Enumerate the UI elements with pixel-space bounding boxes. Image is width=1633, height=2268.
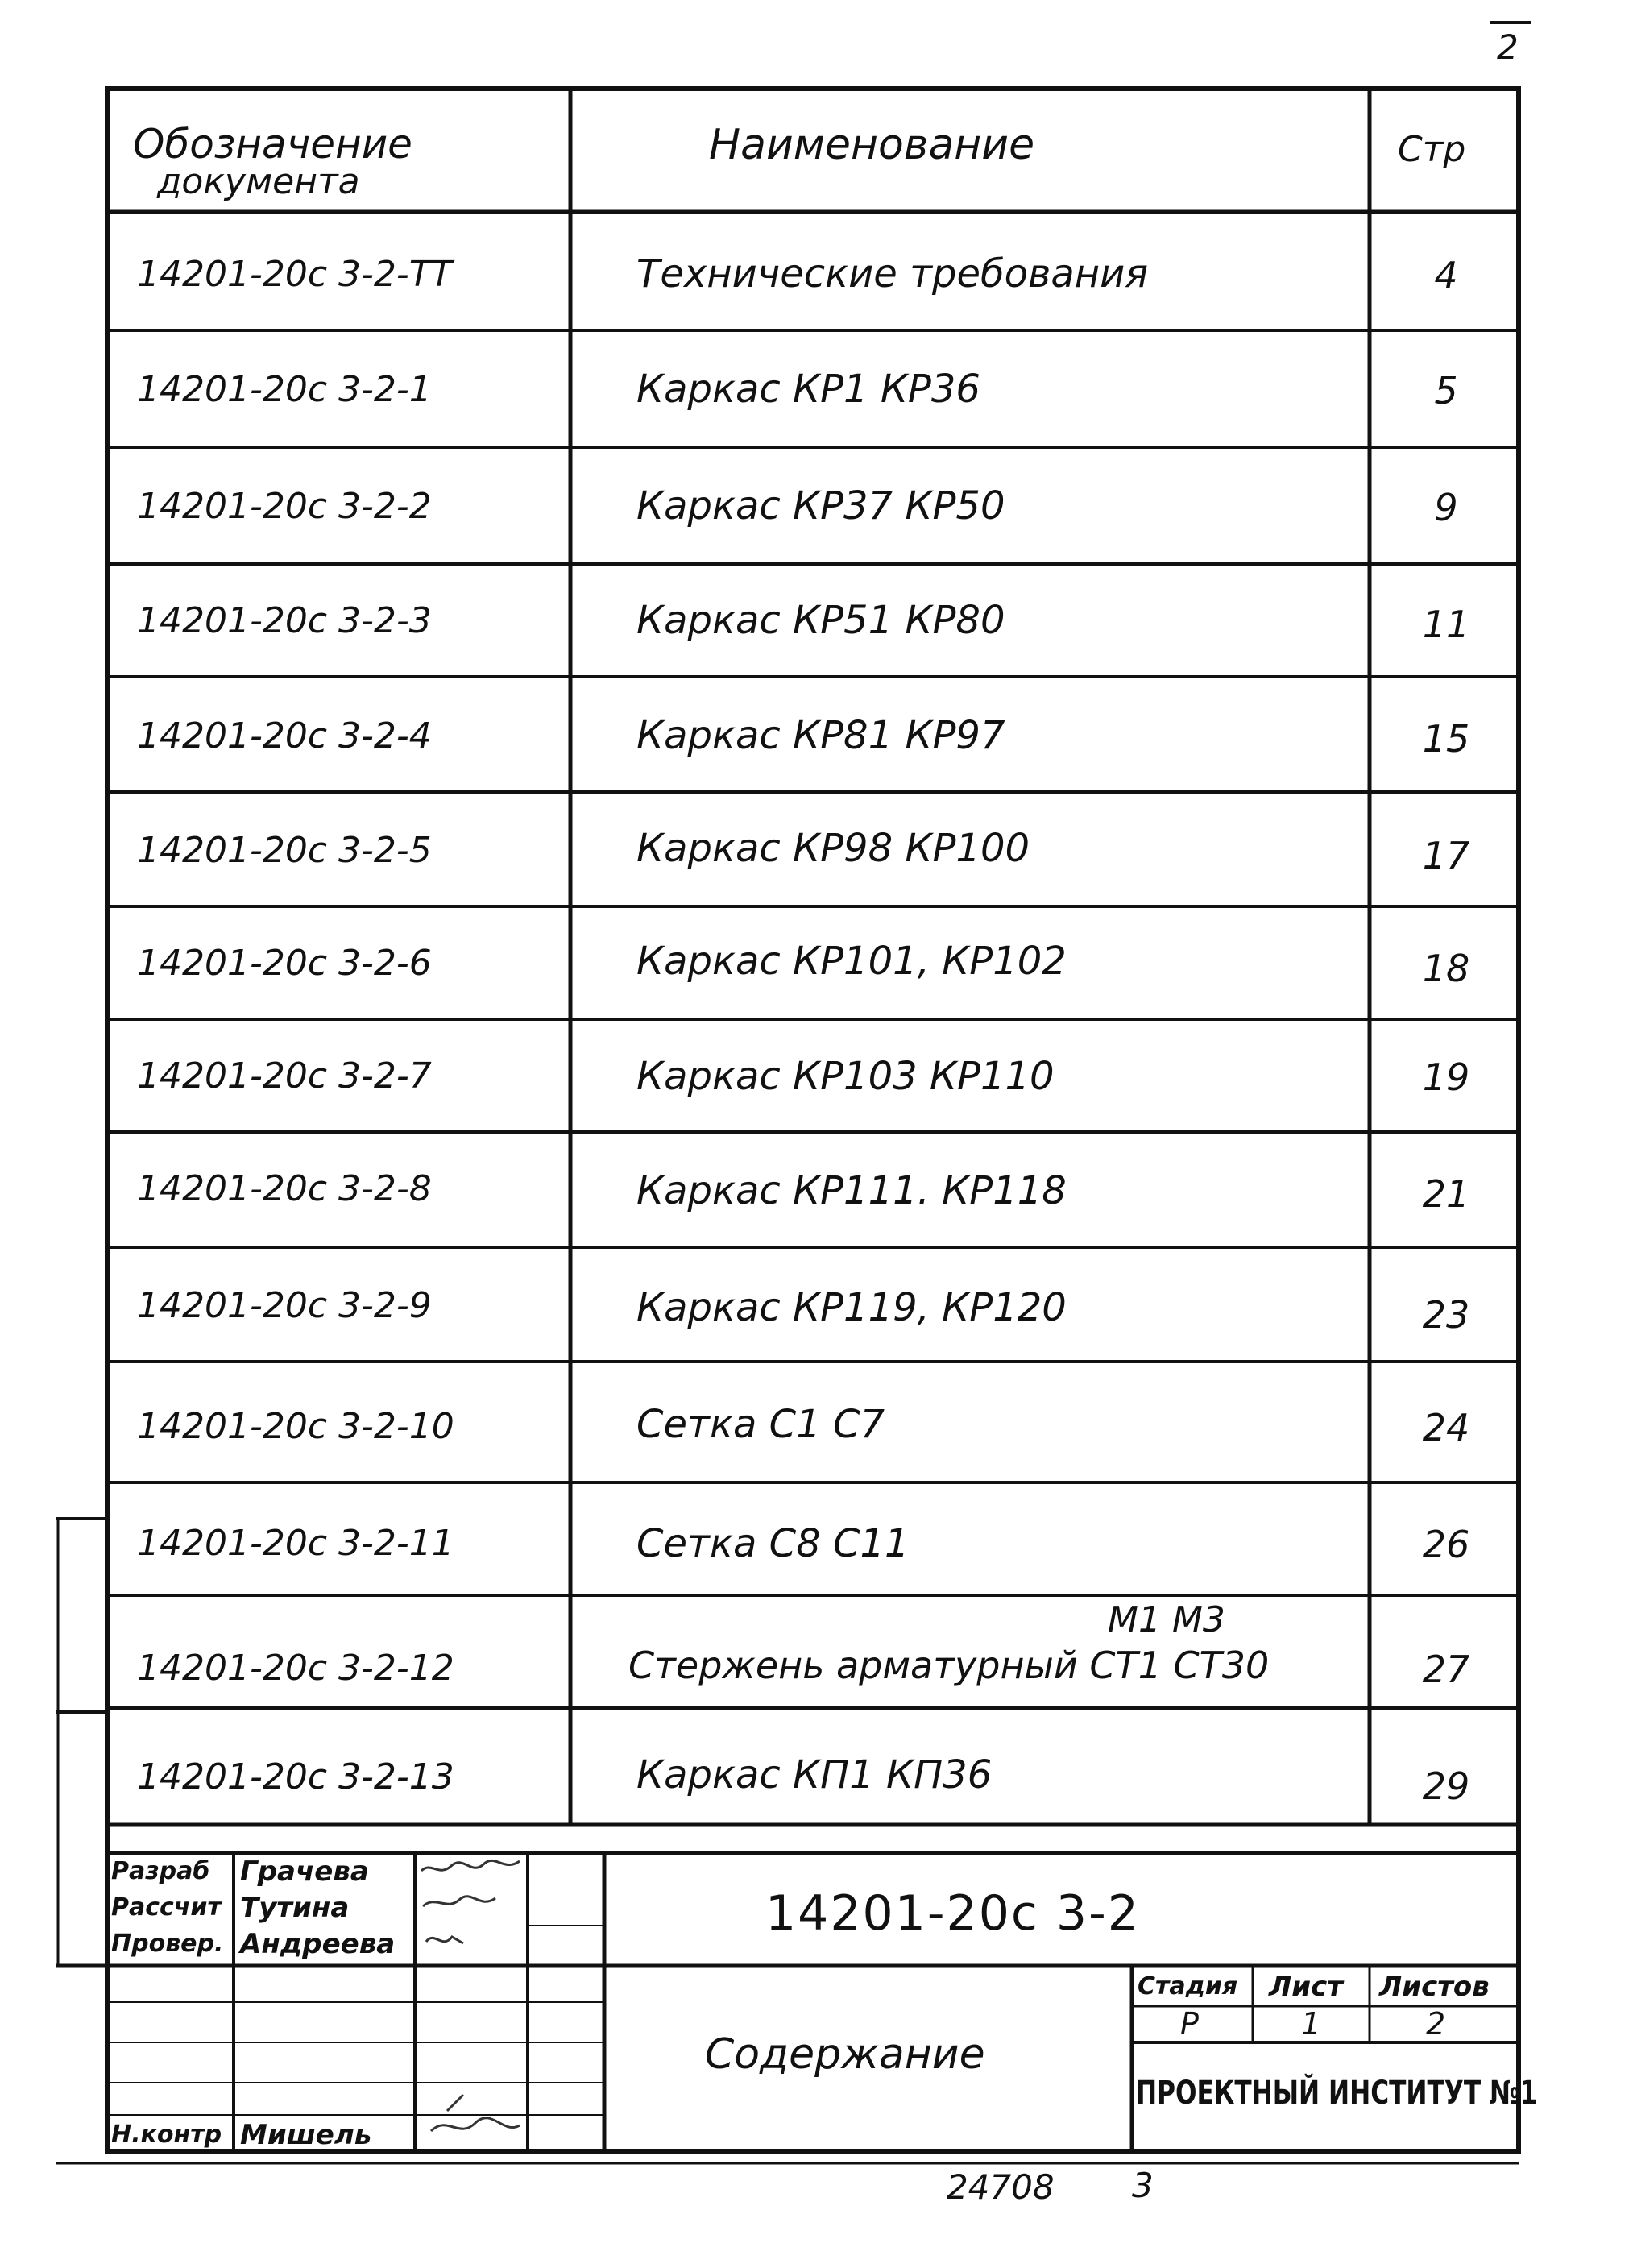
stamp-role-checked: Провер. — [111, 1930, 224, 1958]
row-name: Каркас КР98 КР100 — [636, 826, 1030, 871]
row-name: Каркас КП1 КП36 — [636, 1752, 993, 1797]
stamp-doc-code: 14201-20с 3-2 — [765, 1885, 1140, 1942]
row-designation: 14201-20с 3-2-6 — [137, 943, 432, 984]
row-designation: 14201-20с 3-2-10 — [137, 1406, 454, 1447]
row-designation: 14201-20с 3-2-1 — [137, 369, 432, 410]
row-page: 26 — [1422, 1523, 1470, 1566]
row-page: 29 — [1422, 1764, 1470, 1808]
row-designation: 14201-20с 3-2-13 — [137, 1756, 454, 1797]
row-name: Каркас КР1 КР36 — [636, 367, 980, 412]
row-designation: 14201-20с 3-2-4 — [137, 715, 432, 757]
stamp-person-developer: Грачева — [240, 1855, 369, 1888]
row-page: 24 — [1422, 1406, 1470, 1449]
corner-mark: 2 — [1497, 27, 1519, 67]
row-designation: 14201-20с 3-2-9 — [137, 1285, 432, 1326]
stamp-sheet-value: 1 — [1301, 2006, 1321, 2042]
stamp-person-checked: Андреева — [240, 1928, 396, 1960]
row-name: Сетка С8 С11 — [636, 1521, 910, 1566]
header-designation-sub: документа — [157, 161, 360, 202]
row-page: 4 — [1434, 254, 1458, 297]
row-designation: 14201-20с 3-2-12 — [137, 1648, 454, 1689]
row-page: 27 — [1422, 1648, 1470, 1691]
row-name: Каркас КР119, КР120 — [636, 1285, 1067, 1330]
row-name: Каркас КР81 КР97 — [636, 713, 1005, 758]
row-name: Каркас КР51 КР80 — [636, 598, 1005, 643]
row-name: Сетка С1 С7 — [636, 1402, 885, 1447]
stamp-person-calculated: Тутина — [240, 1892, 350, 1924]
row-page: 19 — [1422, 1055, 1470, 1099]
stamp-organization: ПРОЕКТНЫЙ ИНСТИТУТ №1 — [1136, 2075, 1538, 2112]
stamp-role-calculated: Рассчит — [111, 1893, 222, 1922]
row-page: 11 — [1422, 603, 1470, 646]
stamp-stage-value: Р — [1180, 2006, 1199, 2042]
header-page: Стр — [1398, 129, 1466, 170]
header-designation: Обозначение — [133, 121, 412, 168]
stamp-stage-label: Стадия — [1138, 1972, 1238, 2001]
row-page: 17 — [1422, 834, 1470, 877]
footer-sheet-number: 3 — [1132, 2166, 1154, 2205]
stamp-role-developer: Разраб — [111, 1857, 210, 1885]
row-page: 9 — [1434, 486, 1458, 529]
signature-scribbles — [415, 1853, 528, 2151]
stamp-sheets-label: Листов — [1379, 1971, 1490, 2003]
row-designation: 14201-20с 3-2-ТТ — [137, 254, 453, 295]
stamp-sheet-label: Лист — [1269, 1971, 1343, 2003]
row-name: Каркас КР101, КР102 — [636, 939, 1067, 984]
row-page: 15 — [1422, 717, 1470, 761]
stamp-sheets-value: 2 — [1426, 2006, 1446, 2042]
row-designation: 14201-20с 3-2-2 — [137, 486, 432, 527]
row-page: 21 — [1422, 1172, 1470, 1216]
row-designation: 14201-20с 3-2-8 — [137, 1168, 432, 1209]
row-page: 18 — [1422, 947, 1470, 990]
header-name: Наименование — [709, 121, 1035, 169]
row-designation: 14201-20с 3-2-5 — [137, 830, 432, 871]
row-name-superscript: М1 М3 — [1108, 1599, 1225, 1640]
footer-inventory: 24708 — [947, 2167, 1055, 2207]
row-designation: 14201-20с 3-2-3 — [137, 600, 432, 641]
row-name: Каркас КР103 КР110 — [636, 1054, 1055, 1099]
stamp-title: Содержание — [705, 2030, 985, 2079]
row-page: 5 — [1434, 369, 1458, 413]
row-name: Технические требования — [636, 251, 1149, 296]
row-name: Каркас КР37 КР50 — [636, 483, 1005, 529]
row-designation: 14201-20с 3-2-7 — [137, 1055, 432, 1097]
stamp-person-norm-control: Мишель — [240, 2119, 372, 2151]
row-name: Каркас КР111. КР118 — [636, 1168, 1067, 1213]
row-designation: 14201-20с 3-2-11 — [137, 1523, 454, 1564]
stamp-role-norm-control: Н.контр — [111, 2121, 222, 2149]
row-name: Стержень арматурный СТ1 СТ30 — [628, 1644, 1270, 1687]
row-page: 23 — [1422, 1293, 1470, 1337]
